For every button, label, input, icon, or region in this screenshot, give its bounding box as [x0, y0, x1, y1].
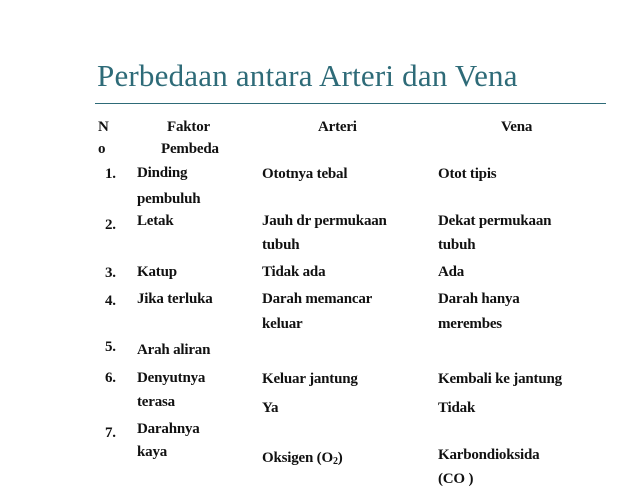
- header-vena: Vena: [501, 119, 533, 135]
- row-5-no: 5.: [105, 339, 116, 355]
- row-1-faktor-line1: Dinding: [137, 165, 188, 181]
- row-2-arteri-line1: Jauh dr permukaan: [262, 213, 387, 229]
- row-6-arteri-line1: Keluar jantung: [262, 371, 358, 387]
- row-4-vena-line1: Darah hanya: [438, 291, 520, 307]
- row-6-vena-line1: Kembali ke jantung: [438, 371, 562, 387]
- row-4-faktor: Jika terluka: [137, 291, 213, 307]
- header-faktor-line2: Pembeda: [161, 141, 219, 157]
- row-7-vena-line1: Karbondioksida: [438, 447, 540, 463]
- row-2-arteri-line2: tubuh: [262, 237, 300, 253]
- row-2-no: 2.: [105, 217, 116, 233]
- row-4-vena-line2: merembes: [438, 316, 502, 332]
- header-arteri: Arteri: [318, 119, 357, 135]
- header-faktor-line1: Faktor: [167, 119, 210, 135]
- row-5-faktor: Arah aliran: [137, 342, 211, 358]
- row-4-arteri-line2: keluar: [262, 316, 303, 332]
- row-4-no: 4.: [105, 293, 116, 309]
- row-4-arteri-line1: Darah memancar: [262, 291, 373, 307]
- row-2-faktor: Letak: [137, 213, 174, 229]
- slide-title: Perbedaan antara Arteri dan Vena: [97, 58, 518, 93]
- title-underline: [95, 103, 606, 104]
- row-7-vena-line2: (CO ): [438, 471, 474, 487]
- row-6-arteri-line2: Ya: [262, 400, 279, 416]
- row-2-vena-line2: tubuh: [438, 237, 476, 253]
- row-7-faktor-line2: kaya: [137, 444, 168, 460]
- row-6-no: 6.: [105, 370, 116, 386]
- row-3-arteri: Tidak ada: [262, 264, 326, 280]
- row-7-arteri: [262, 449, 343, 471]
- row-1-faktor-line2: pembuluh: [137, 191, 201, 207]
- header-no-line1: N: [98, 119, 109, 135]
- header-no-line2: o: [98, 141, 106, 157]
- row-6-vena-line2: Tidak: [438, 400, 476, 416]
- row-7-no: 7.: [105, 425, 116, 441]
- row-1-arteri: Ototnya tebal: [262, 166, 348, 182]
- row-1-no: 1.: [105, 166, 116, 182]
- row-6-faktor-line2: terasa: [137, 394, 175, 410]
- row-2-vena-line1: Dekat permukaan: [438, 213, 552, 229]
- row-7-arteri-close: ): [337, 450, 343, 466]
- row-3-faktor: Katup: [137, 264, 177, 280]
- row-1-vena: Otot tipis: [438, 166, 497, 182]
- row-7-faktor-line1: Darahnya: [137, 421, 200, 437]
- row-7-arteri-subscript: 2: [332, 456, 338, 467]
- row-7-arteri-main: Oksigen (O: [262, 450, 333, 466]
- row-6-faktor-line1: Denyutnya: [137, 370, 206, 386]
- row-3-vena: Ada: [438, 264, 465, 280]
- row-3-no: 3.: [105, 265, 116, 281]
